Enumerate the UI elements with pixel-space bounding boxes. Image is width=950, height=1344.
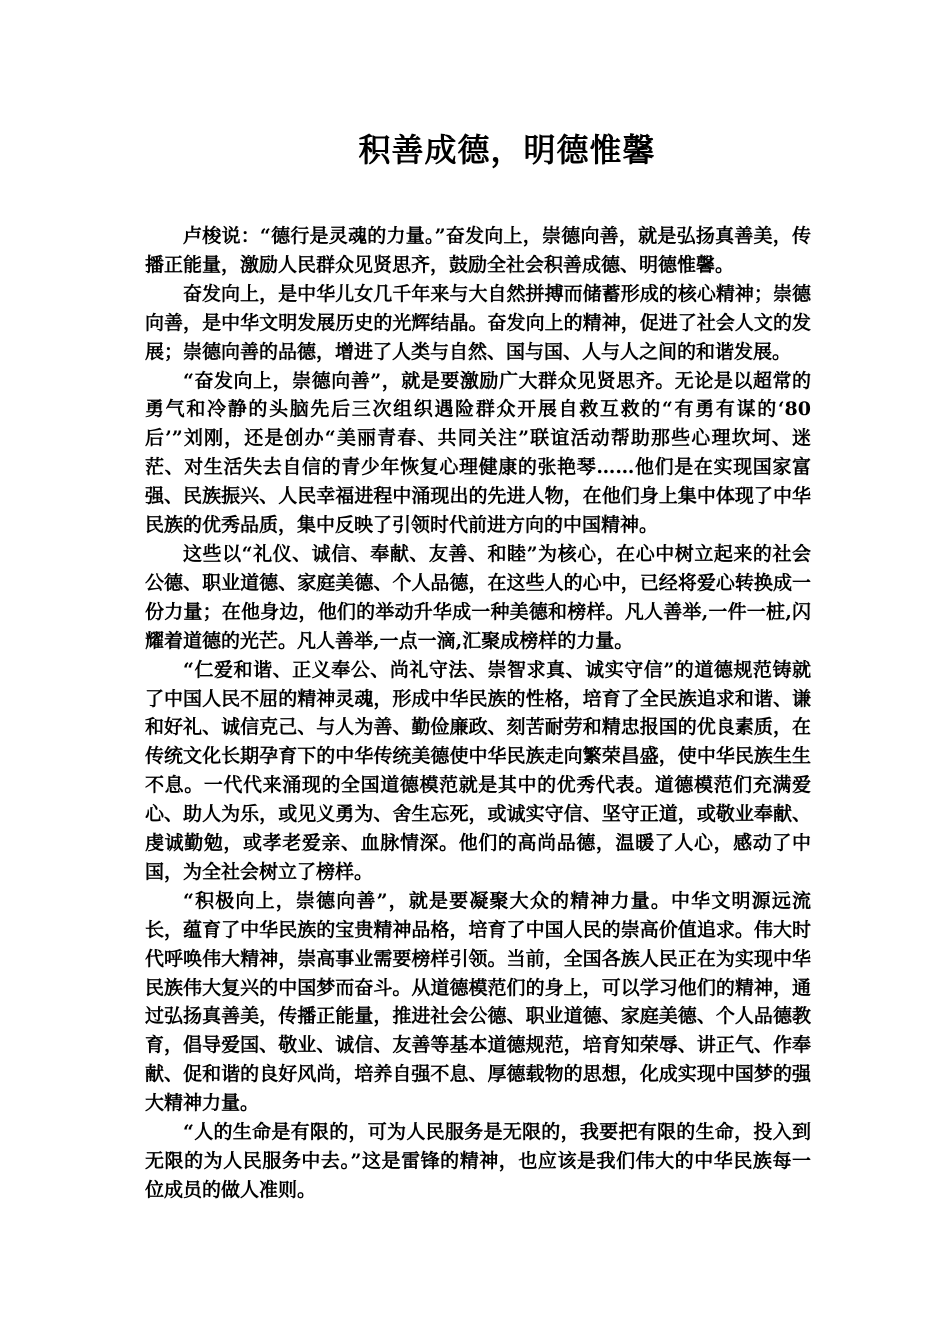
document-title: 积善成德，明德惟馨 xyxy=(358,131,656,169)
paragraph: “积极向上，崇德向善”，就是要凝聚大众的精神力量。中华文明源远流长，蕴育了中华民族的宝贵精神品格，培育了中国人民的崇高价值追求。伟大时代呼唤伟大精神，崇高事业需要榜样引领。当前，全国各族人民正在为实现中华民族伟大复兴的中国梦而奋斗。从道德模范们的身上，可以学习他们的精神，通过弘扬真善美，传播正能量，推进社会公德、职业道德、家庭美德、个人品德教育，倡导爱国、敬业、诚信、友善等基本道德规范，培育知荣辱、讲正气、作奉献、促和谐的良好风尚，培养自强不息、厚德载物的思想，化成实现中国梦的强大精神力量。 xyxy=(145,889,811,1115)
paragraph: “人的生命是有限的，可为人民服务是无限的，我要把有限的生命，投入到无限的为人民服务中去。”这是雷锋的精神，也应该是我们伟大的中华民族每一位成员的做人准则。 xyxy=(145,1121,811,1201)
paragraph: “奋发向上，崇德向善”，就是要激励广大群众见贤思齐。无论是以超常的勇气和冷静的头脑先后三次组织遇险群众开展自救互救的“有勇有谋的‘80后’”刘刚，还是创办“美丽青春、共同关注”联谊活动帮助那些心理坎坷、迷茫、对生活失去自信的青少年恢复心理健康的张艳琴……他们是在实现国家富强、民族振兴、人民幸福进程中涌现出的先进人物，在他们身上集中体现了中华民族的优秀品质，集中反映了引领时代前进方向的中国精神。 xyxy=(145,369,811,537)
paragraph: 奋发向上，是中华儿女几千年来与大自然拼搏而储蓄形成的核心精神；崇德向善，是中华文明发展历史的光辉结晶。奋发向上的精神，促进了社会人文的发展；崇德向善的品德，增进了人类与自然、国与国、人与人之间的和谐发展。 xyxy=(145,282,811,363)
paragraph: 卢梭说：“德行是灵魂的力量。”奋发向上，崇德向善，就是弘扬真善美，传播正能量，激励人民群众见贤思齐，鼓励全社会积善成德、明德惟馨。 xyxy=(145,225,811,276)
paragraph: “仁爱和谐、正义奉公、尚礼守法、崇智求真、诚实守信”的道德规范铸就了中国人民不屈的精神灵魂，形成中华民族的性格，培育了全民族追求和谐、谦和好礼、诚信克己、与人为善、勤俭廉政、刻苦耐劳和精忠报国的优良素质，在传统文化长期孕育下的中华传统美德使中华民族走向繁荣昌盛，使中华民族生生不息。一代代来涌现的全国道德模范就是其中的优秀代表。道德模范们充满爱心、助人为乐，或见义勇为、舍生忘死，或诚实守信、坚守正道，或敬业奉献、虔诚勤勉，或孝老爱亲、血脉情深。他们的高尚品德，温暖了人心，感动了中国，为全社会树立了榜样。 xyxy=(145,658,811,883)
paragraph: 这些以“礼仪、诚信、奉献、友善、和睦”为核心，在心中树立起来的社会公德、职业道德、家庭美德、个人品德，在这些人的心中，已经将爱心转换成一份力量；在他身边，他们的举动升华成一种美德和榜样。凡人善举,一件一桩,闪耀着道德的光芒。凡人善举,一点一滴,汇聚成榜样的力量。 xyxy=(145,542,811,652)
document-body xyxy=(145,222,811,1205)
